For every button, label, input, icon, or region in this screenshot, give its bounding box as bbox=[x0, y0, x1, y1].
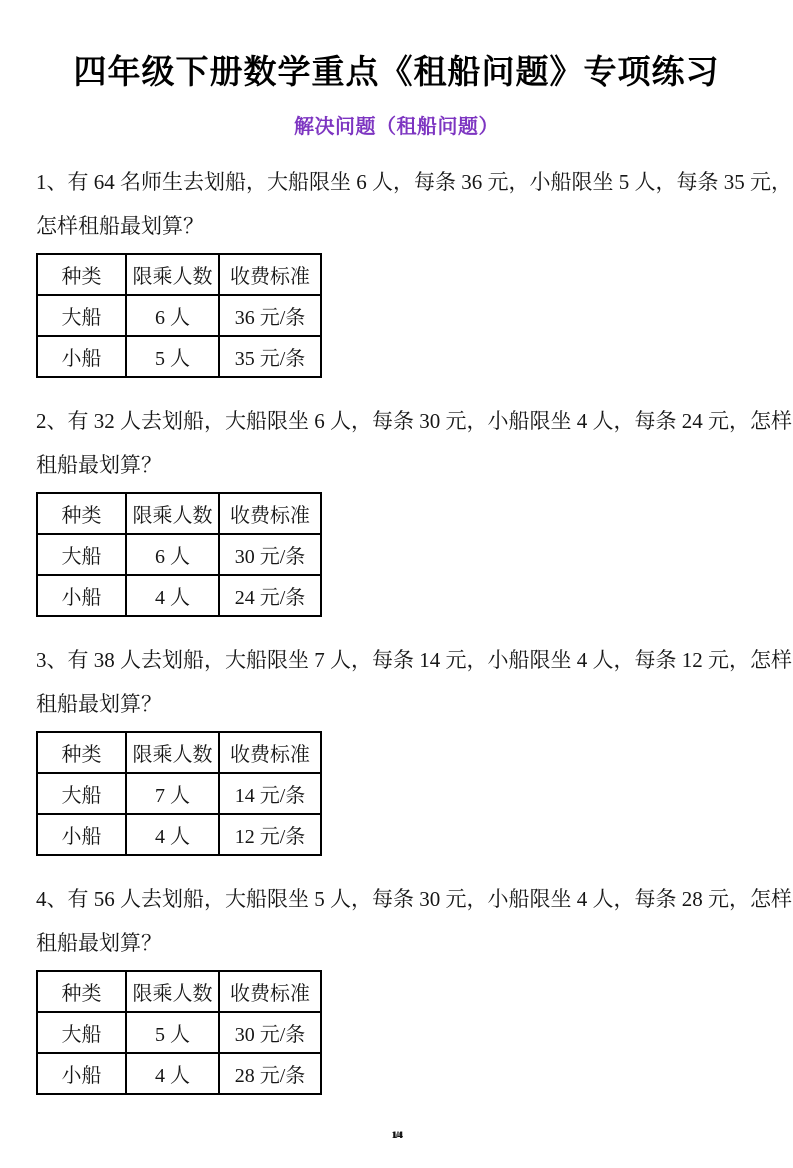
cell-fee: 30 元/条 bbox=[219, 534, 321, 575]
problem-3-table bbox=[36, 731, 322, 856]
table-row bbox=[37, 1053, 321, 1094]
problem-1-text bbox=[36, 160, 792, 248]
cell-kind: 小船 bbox=[37, 1053, 126, 1094]
header-kind: 种类 bbox=[37, 732, 126, 773]
table-header-row bbox=[37, 493, 321, 534]
worksheet-page bbox=[0, 46, 793, 1168]
cell-kind: 大船 bbox=[37, 773, 126, 814]
problem-1-table bbox=[36, 253, 322, 378]
header-fee: 收费标准 bbox=[219, 493, 321, 534]
cell-kind: 大船 bbox=[37, 295, 126, 336]
header-limit: 限乘人数 bbox=[126, 971, 219, 1012]
cell-fee: 28 元/条 bbox=[219, 1053, 321, 1094]
table-header-row bbox=[37, 971, 321, 1012]
cell-fee: 14 元/条 bbox=[219, 773, 321, 814]
problem-2-table bbox=[36, 492, 322, 617]
cell-limit: 6 人 bbox=[126, 534, 219, 575]
header-kind: 种类 bbox=[37, 254, 126, 295]
table-row bbox=[37, 336, 321, 377]
problem-1-line-2: 怎样租船最划算？ bbox=[36, 214, 204, 238]
problem-3-line-2: 租船最划算？ bbox=[36, 692, 162, 716]
header-fee: 收费标准 bbox=[219, 732, 321, 773]
problem-2-line-1: 2、有 32 人去划船，大船限坐 6 人，每条 30 元，小船限坐 4 人，每条 24 元，怎样 bbox=[36, 409, 792, 433]
cell-limit: 4 人 bbox=[126, 575, 219, 616]
cell-limit: 5 人 bbox=[126, 1012, 219, 1053]
cell-fee: 30 元/条 bbox=[219, 1012, 321, 1053]
cell-limit: 7 人 bbox=[126, 773, 219, 814]
problem-4 bbox=[36, 877, 792, 1095]
cell-kind: 小船 bbox=[37, 814, 126, 855]
page-subtitle: 解决问题（租船问题） bbox=[294, 116, 499, 138]
cell-limit: 5 人 bbox=[126, 336, 219, 377]
cell-fee: 36 元/条 bbox=[219, 295, 321, 336]
table-row bbox=[37, 295, 321, 336]
cell-limit: 4 人 bbox=[126, 1053, 219, 1094]
cell-kind: 小船 bbox=[37, 575, 126, 616]
cell-fee: 12 元/条 bbox=[219, 814, 321, 855]
problem-4-line-1: 4、有 56 人去划船，大船限坐 5 人，每条 30 元，小船限坐 4 人，每条 28 元，怎样 bbox=[36, 887, 792, 911]
cell-kind: 大船 bbox=[37, 1012, 126, 1053]
problem-4-line-2: 租船最划算？ bbox=[36, 931, 162, 955]
page-title: 四年级下册数学重点《租船问题》专项练习 bbox=[73, 53, 720, 90]
table-header-row bbox=[37, 732, 321, 773]
problem-1-line-1: 1、有 64 名师生去划船，大船限坐 6 人，每条 36 元，小船限坐 5 人，每条 35 元， bbox=[36, 170, 792, 194]
table-row bbox=[37, 814, 321, 855]
table-header-row bbox=[37, 254, 321, 295]
cell-kind: 大船 bbox=[37, 534, 126, 575]
header-fee: 收费标准 bbox=[219, 254, 321, 295]
problem-4-text bbox=[36, 877, 792, 965]
header-limit: 限乘人数 bbox=[126, 493, 219, 534]
cell-kind: 小船 bbox=[37, 336, 126, 377]
cell-fee: 35 元/条 bbox=[219, 336, 321, 377]
problem-4-table bbox=[36, 970, 322, 1095]
header-kind: 种类 bbox=[37, 971, 126, 1012]
table-row bbox=[37, 534, 321, 575]
problem-3-line-1: 3、有 38 人去划船，大船限坐 7 人，每条 14 元，小船限坐 4 人，每条 12 元，怎样 bbox=[36, 648, 792, 672]
table-row bbox=[37, 575, 321, 616]
problem-3 bbox=[36, 638, 792, 856]
cell-limit: 6 人 bbox=[126, 295, 219, 336]
page-number: 1/4 bbox=[391, 1130, 402, 1140]
cell-fee: 24 元/条 bbox=[219, 575, 321, 616]
problem-2 bbox=[36, 399, 792, 617]
header-limit: 限乘人数 bbox=[126, 254, 219, 295]
problem-2-line-2: 租船最划算？ bbox=[36, 453, 162, 477]
table-row bbox=[37, 773, 321, 814]
problem-2-text bbox=[36, 399, 792, 487]
problem-1 bbox=[36, 160, 792, 378]
problem-3-text bbox=[36, 638, 792, 726]
table-row bbox=[37, 1012, 321, 1053]
cell-limit: 4 人 bbox=[126, 814, 219, 855]
header-limit: 限乘人数 bbox=[126, 732, 219, 773]
header-fee: 收费标准 bbox=[219, 971, 321, 1012]
header-kind: 种类 bbox=[37, 493, 126, 534]
